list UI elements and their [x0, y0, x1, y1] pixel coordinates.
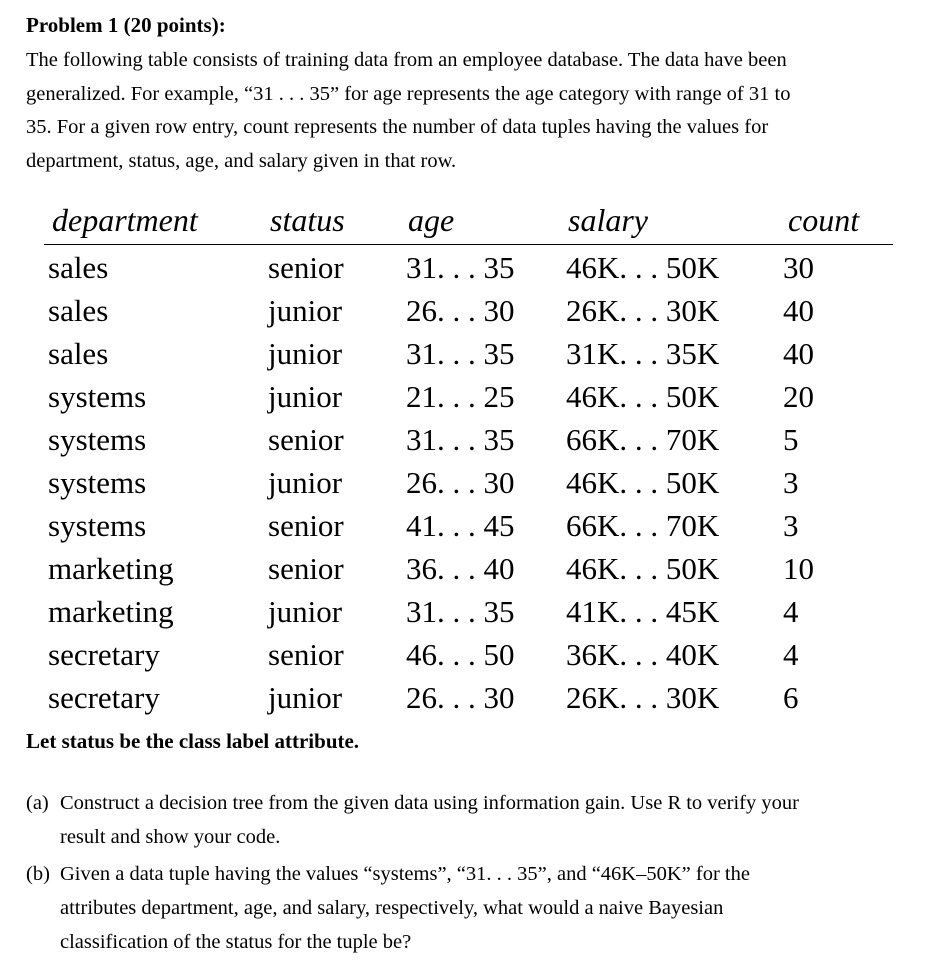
cell-department: systems [48, 422, 147, 457]
problem-heading: Problem 1 (20 points): [26, 13, 226, 37]
cell-age: 26. . . 30 [406, 680, 515, 715]
cell-salary: 46K. . . 50K [566, 551, 720, 586]
cell-age: 31. . . 35 [406, 422, 515, 457]
cell-count: 6 [783, 680, 799, 715]
cell-salary: 46K. . . 50K [566, 379, 720, 414]
class-label-note: Let status be the class label attribute. [26, 729, 360, 753]
cell-status: senior [268, 250, 344, 285]
question-a [26, 786, 926, 854]
column-header-status: status [270, 202, 345, 238]
column-header-department: department [52, 202, 198, 238]
table-row [48, 375, 893, 418]
cell-count: 5 [783, 422, 799, 457]
intro-line: 35. For a given row entry, count represents the number of data tuples having the values for [26, 116, 769, 138]
cell-count: 3 [783, 508, 799, 543]
cell-age: 36. . . 40 [406, 551, 515, 586]
cell-department: sales [48, 336, 109, 371]
cell-salary: 26K. . . 30K [566, 680, 720, 715]
question-line: attributes department, age, and salary, respectively, what would a naive Bayesian [60, 897, 724, 919]
cell-age: 31. . . 35 [406, 336, 515, 371]
cell-department: secretary [48, 637, 160, 672]
cell-department: systems [48, 379, 147, 414]
cell-department: marketing [48, 551, 174, 586]
cell-department: sales [48, 293, 109, 328]
cell-count: 30 [783, 250, 814, 285]
cell-count: 20 [783, 379, 814, 414]
column-header-salary: salary [568, 202, 648, 238]
table-row [48, 461, 893, 504]
cell-salary: 36K. . . 40K [566, 637, 720, 672]
intro-line: generalized. For example, “31 . . . 35” for age represents the age category with range of 31 to [26, 82, 791, 105]
cell-status: senior [268, 422, 344, 457]
cell-status: senior [268, 508, 344, 543]
cell-status: senior [268, 551, 344, 586]
cell-salary: 46K. . . 50K [566, 465, 720, 500]
cell-count: 40 [783, 293, 814, 328]
cell-salary: 26K. . . 30K [566, 293, 720, 328]
cell-count: 4 [783, 637, 799, 672]
table-row [48, 676, 893, 719]
table-row [48, 547, 893, 590]
table-row [48, 246, 893, 289]
cell-department: secretary [48, 680, 160, 715]
cell-status: junior [268, 680, 343, 715]
cell-salary: 31K. . . 35K [566, 336, 720, 371]
cell-count: 10 [783, 551, 814, 586]
cell-age: 31. . . 35 [406, 250, 515, 285]
problem-intro [26, 44, 926, 178]
cell-department: systems [48, 508, 147, 543]
column-header-age: age [408, 202, 455, 238]
cell-department: systems [48, 465, 147, 500]
intro-line: The following table consists of training data from an employee database. The data have been [26, 49, 787, 71]
question-line: Construct a decision tree from the given data using information gain. Use R to verify your [60, 792, 799, 814]
table-row [48, 633, 893, 676]
question-line: classification of the status for the tuple be? [60, 931, 412, 953]
cell-department: marketing [48, 594, 174, 629]
table-row [48, 418, 893, 461]
table-row [48, 504, 893, 547]
cell-count: 3 [783, 465, 799, 500]
intro-line: department, status, age, and salary given in that row. [26, 149, 457, 172]
question-line: result and show your code. [60, 826, 281, 848]
question-line: Given a data tuple having the values “systems”, “31. . . 35”, and “46K–50K” for the [60, 863, 750, 885]
cell-age: 31. . . 35 [406, 594, 515, 629]
cell-status: junior [268, 594, 343, 629]
question-b [26, 857, 926, 959]
cell-department: sales [48, 250, 109, 285]
cell-age: 46. . . 50 [406, 637, 515, 672]
table-row [48, 332, 893, 375]
cell-status: junior [268, 465, 343, 500]
cell-status: junior [268, 336, 343, 371]
cell-status: senior [268, 637, 344, 672]
cell-age: 26. . . 30 [406, 465, 515, 500]
cell-status: junior [268, 379, 343, 414]
table-body [48, 246, 893, 719]
question-marker: (b) [26, 863, 50, 885]
cell-age: 26. . . 30 [406, 293, 515, 328]
cell-age: 21. . . 25 [406, 379, 515, 414]
cell-status: junior [268, 293, 343, 328]
cell-salary: 46K. . . 50K [566, 250, 720, 285]
cell-salary: 66K. . . 70K [566, 422, 720, 457]
cell-age: 41. . . 45 [406, 508, 515, 543]
table-header-rule [44, 244, 893, 245]
table-header-row [48, 198, 893, 242]
cell-salary: 41K. . . 45K [566, 594, 720, 629]
table-row [48, 289, 893, 332]
table-row [48, 590, 893, 633]
cell-count: 40 [783, 336, 814, 371]
cell-count: 4 [783, 594, 799, 629]
cell-salary: 66K. . . 70K [566, 508, 720, 543]
column-header-count: count [788, 202, 860, 238]
question-marker: (a) [26, 792, 49, 814]
